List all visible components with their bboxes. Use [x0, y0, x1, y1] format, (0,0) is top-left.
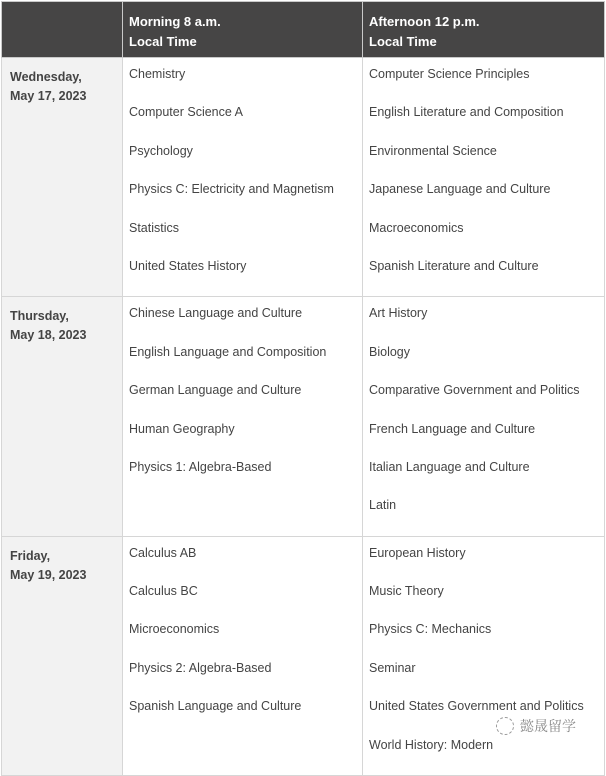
table-row	[2, 58, 605, 297]
subject-item: Physics 2: Algebra-Based	[129, 660, 272, 675]
subject-item: Physics C: Mechanics	[369, 622, 492, 637]
subject-item: Art History	[369, 306, 428, 321]
subject-item: Comparative Government and Politics	[369, 383, 580, 398]
subject-item: Japanese Language and Culture	[369, 182, 551, 197]
header-afternoon-time: Afternoon 12 p.m.	[369, 14, 480, 29]
afternoon-cell	[363, 297, 605, 536]
subject-item: Chemistry	[129, 67, 186, 81]
subject-item: Physics C: Electricity and Magnetism	[129, 182, 334, 197]
day-date: May 19, 2023	[10, 567, 87, 582]
header-morning-sub: Local Time	[129, 34, 197, 49]
header-afternoon-sub: Local Time	[369, 34, 437, 49]
subject-item: Italian Language and Culture	[369, 459, 530, 474]
exam-schedule-table	[1, 1, 605, 776]
subject-item: Macroeconomics	[369, 220, 464, 235]
afternoon-cell	[363, 58, 605, 297]
subject-item: United States Government and Politics	[369, 699, 584, 714]
day-cell	[2, 297, 123, 536]
watermark	[496, 716, 576, 736]
subject-item: Calculus BC	[129, 584, 198, 599]
wechat-channel-icon	[496, 717, 514, 735]
subject-item: Seminar	[369, 660, 416, 675]
day-date: May 18, 2023	[10, 328, 87, 343]
subject-item: English Language and Composition	[129, 344, 327, 359]
subject-item: Human Geography	[129, 421, 235, 436]
day-cell	[2, 58, 123, 297]
afternoon-cell	[363, 536, 605, 775]
subject-item: Spanish Literature and Culture	[369, 258, 539, 273]
subject-item: European History	[369, 545, 466, 560]
subject-item: Microeconomics	[129, 622, 220, 637]
subject-item: English Literature and Composition	[369, 105, 564, 120]
subject-item: Music Theory	[369, 584, 444, 599]
header-morning-time: Morning 8 a.m.	[129, 14, 221, 29]
subject-item: Computer Science A	[129, 105, 243, 120]
subject-item: United States History	[129, 258, 247, 273]
morning-cell	[123, 58, 363, 297]
subject-item: Computer Science Principles	[369, 67, 530, 81]
subject-item: Statistics	[129, 220, 180, 235]
subject-item: Chinese Language and Culture	[129, 306, 303, 321]
header-day-cell	[2, 2, 123, 58]
subject-item: Biology	[369, 344, 410, 359]
day-name: Thursday,	[10, 309, 69, 324]
subject-item: World History: Modern	[369, 737, 494, 752]
day-name: Wednesday,	[10, 70, 82, 84]
morning-cell	[123, 536, 363, 775]
day-name: Friday,	[10, 548, 51, 563]
day-cell	[2, 536, 123, 775]
header-row	[2, 2, 605, 58]
morning-cell	[123, 297, 363, 536]
header-afternoon-cell	[363, 2, 605, 58]
day-date: May 17, 2023	[10, 89, 87, 103]
subject-item: Calculus AB	[129, 545, 197, 560]
table-row	[2, 297, 605, 536]
subject-item: German Language and Culture	[129, 383, 302, 398]
subject-item: French Language and Culture	[369, 421, 536, 436]
header-morning-cell	[123, 2, 363, 58]
subject-item: Psychology	[129, 143, 193, 158]
table-row	[2, 536, 605, 775]
subject-item: Latin	[369, 498, 397, 513]
subject-item: Physics 1: Algebra-Based	[129, 459, 272, 474]
subject-item: Spanish Language and Culture	[129, 699, 302, 714]
watermark-text: 懿晟留学	[520, 718, 576, 734]
subject-item: Environmental Science	[369, 143, 497, 158]
